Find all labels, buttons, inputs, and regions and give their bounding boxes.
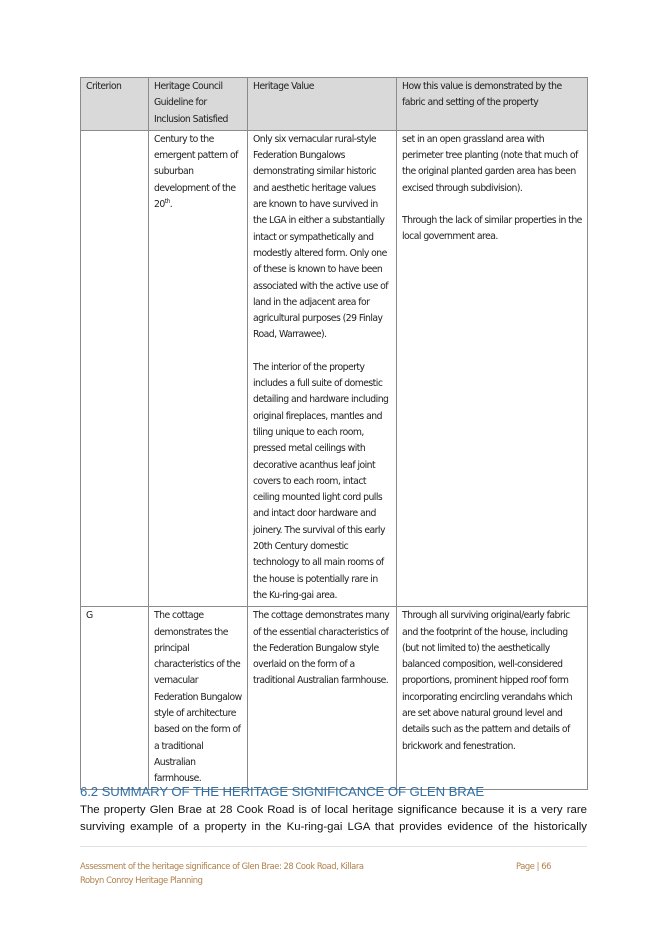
footer-document-title: Assessment of the heritage significance of Glen Brae: 28 Cook Road, Killara	[80, 861, 364, 871]
footer-credits	[80, 859, 364, 887]
page-number: Page | 66	[516, 861, 552, 871]
table-header-row	[81, 78, 588, 131]
cell-criterion: G	[81, 607, 149, 790]
table-row	[81, 130, 588, 606]
heritage-criteria-table	[80, 77, 588, 790]
footer-author: Robyn Conroy Heritage Planning	[80, 875, 203, 885]
fabric-paragraph: Through the lack of similar properties in the local government area.	[402, 215, 582, 243]
header-heritage-value: Heritage Value	[248, 78, 397, 131]
fabric-paragraph: set in an open grassland area with perimeter tree planting (note that much of the original planted garden area has been excised through subdivision).	[402, 133, 578, 194]
paragraph-gap	[253, 344, 391, 360]
header-criterion: Criterion	[81, 78, 149, 131]
summary-paragraph: The property Glen Brae at 28 Cook Road is of local heritage significance because it is a very rare surviving example of a property in the Ku-ring-gai LGA that provides evidence of the historically	[80, 804, 587, 833]
cell-heritage-value	[248, 130, 397, 606]
ordinal-suffix: th	[164, 197, 170, 205]
cell-fabric-setting: Through all surviving original/early fabric and the footprint of the house, including (but not limited to) the aesthetically balanced composition, well-considered proportions, prominent hipped roof form incorporating encircling verandahs which are set above natural ground level and details such as the pattern and details of brickwork and fenestration.	[397, 607, 588, 790]
heritage-value-paragraph: The interior of the property includes a full suite of domestic detailing and hardware including original fireplaces, mantles and tiling unique to each room, pressed metal ceilings with decorative acanthus leaf joint covers to each room, intact ceiling mounted light cord pulls and intact door hardware and joinery. The survival of this early 20th Century domestic technology to all main rooms of the house is potentially rare in the Ku-ring-gai area.	[253, 361, 389, 601]
section-heading: 6.2 SUMMARY OF THE HERITAGE SIGNIFICANCE OF GLEN BRAE	[80, 784, 485, 799]
guideline-tail: .	[169, 199, 173, 211]
cell-criterion	[81, 130, 149, 606]
header-guideline: Heritage Council Guideline for Inclusion Satisfied	[149, 78, 248, 131]
heritage-value-paragraph: Only six vernacular rural-style Federation Bungalows demonstrating similar historic and aesthetic heritage values are known to have survived in the LGA in either a substantially intact or sympathetically and modestly altered form. Only one of these is known to have been associated with the active use of land in the adjacent area for agricultural purposes (29 Finlay Road, Warrawee).	[253, 133, 389, 341]
cell-heritage-value: The cottage demonstrates many of the essential characteristics of the Federation Bungalow style overlaid on the form of a traditional Australian farmhouse.	[248, 607, 397, 790]
paragraph-gap	[402, 197, 582, 213]
header-fabric-setting: How this value is demonstrated by the fabric and setting of the property	[397, 78, 588, 131]
guideline-text: Century to the emergent pattern of suburban development of the 20	[154, 133, 238, 211]
cell-fabric-setting	[397, 130, 588, 606]
table-row	[81, 607, 588, 790]
footer-divider	[80, 846, 587, 847]
cell-guideline	[149, 130, 248, 606]
cell-guideline: The cottage demonstrates the principal characteristics of the vernacular Federation Bungalow style of architecture based on the form of a traditional Australian farmhouse.	[149, 607, 248, 790]
